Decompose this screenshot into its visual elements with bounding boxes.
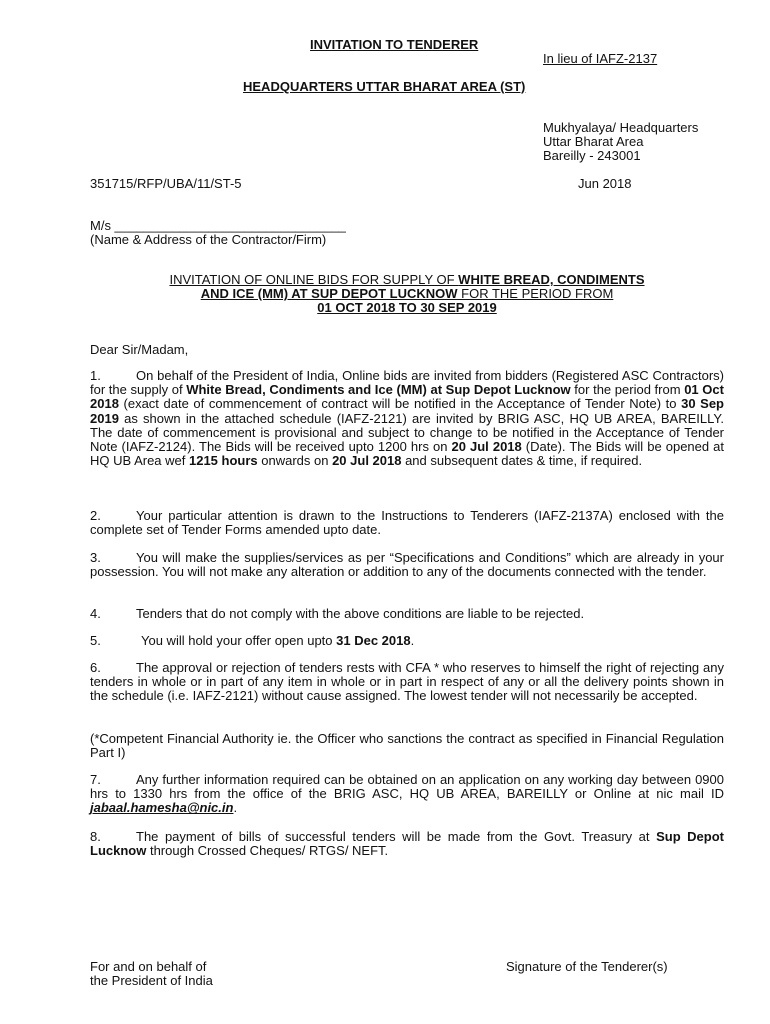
p1-text: On behalf of the President of India, Online bids are invited from bidders (Registered ASC Contractors) for the supply of <box>90 368 724 398</box>
subject-item-bold: WHITE BREAD, CONDIMENTS <box>458 272 645 287</box>
paragraph-number: 7. <box>90 772 101 787</box>
p1-text: onwards on <box>257 453 333 469</box>
salutation: Dear Sir/Madam, <box>90 342 189 357</box>
paragraph-number: 6. <box>90 660 101 675</box>
contractor-name-note: (Name & Address of the Contractor/Firm) <box>90 232 327 247</box>
subject-depot-bold: AND ICE (MM) AT SUP DEPOT LUCKNOW <box>200 286 458 301</box>
p1-bold: 20 Jul 2018 <box>451 439 522 455</box>
paragraph-2 <box>90 509 724 537</box>
subject-period: 01 OCT 2018 TO 30 SEP 2019 <box>317 300 497 315</box>
p1-bold: 01 Oct 2018 <box>90 382 724 412</box>
paragraph-5 <box>90 634 724 648</box>
p1-bold: 20 Jul 2018 <box>332 453 402 469</box>
paragraph-6 <box>90 661 724 704</box>
p1-text: as shown in the attached schedule (IAFZ-2121) are invited by BRIG ASC, HQ UB AREA, BAREILLY. The date of commencement is provisional and subject to change to be notified in the Acceptance of Tender Note (IAFZ-2124). The Bids will be received upto 1200 hrs on <box>90 410 724 455</box>
p8-bold: Sup Depot Lucknow <box>90 829 724 859</box>
p4-text: Tenders that do not comply with the above conditions are liable to be rejected. <box>136 606 585 621</box>
document-date: Jun 2018 <box>578 176 632 191</box>
paragraph-1 <box>90 369 724 468</box>
paragraph-number: 1. <box>90 368 101 383</box>
paragraph-7 <box>90 773 724 816</box>
document-title: INVITATION TO TENDERER <box>310 37 479 52</box>
tenderer-signature-label: Signature of the Tenderer(s) <box>506 959 668 974</box>
p1-text: and subsequent dates & time, if required. <box>401 453 643 469</box>
address-line-2: Uttar Bharat Area <box>543 134 644 149</box>
cfa-note: (*Competent Financial Authority ie. the Officer who sanctions the contract as specified in Financial Regulation Part I) <box>90 731 724 761</box>
address-line-3: Bareilly - 243001 <box>543 148 641 163</box>
footer-behalf-line-2: the President of India <box>90 973 213 988</box>
p1-bold: 30 Sep 2019 <box>90 396 724 426</box>
p1-bold: 1215 hours <box>188 453 258 469</box>
subject-period-text: FOR THE PERIOD FROM <box>457 286 614 301</box>
paragraph-3 <box>90 551 724 579</box>
paragraph-number: 2. <box>90 508 101 523</box>
p1-text: (exact date of commencement of contract will be notified in the Acceptance of Tender Note) to <box>118 396 682 412</box>
contact-email-link[interactable]: jabaal.hamesha@nic.in <box>90 800 234 816</box>
subject-text: INVITATION OF ONLINE BIDS FOR SUPPLY OF <box>169 272 459 287</box>
p6-text: The approval or rejection of tenders rests with CFA * who reserves to himself the right of rejecting any tenders in whole or in part of any item in whole or in part in respect of any or all the delivery points shown in the schedule (i.e. IAFZ-2121) without cause assigned. The lowest tender will not necessarily be accepted. <box>90 660 724 704</box>
headquarters-heading: HEADQUARTERS UTTAR BHARAT AREA (ST) <box>243 79 526 94</box>
reference-number: 351715/RFP/UBA/11/ST-5 <box>90 176 242 191</box>
p1-bold: White Bread, Condiments and Ice (MM) at Sup Depot Lucknow <box>186 382 571 398</box>
paragraph-number: 3. <box>90 550 101 565</box>
p2-text: Your particular attention is drawn to the Instructions to Tenderers (IAFZ-2137A) enclosed with the complete set of Tender Forms amended upto date. <box>90 508 724 538</box>
in-lieu-note: In lieu of IAFZ-2137 <box>543 51 658 66</box>
p7-text: . <box>233 800 238 816</box>
paragraph-8 <box>90 830 724 858</box>
paragraph-number: 8. <box>90 829 101 844</box>
p1-text: (Date). The Bids will be opened at HQ UB Area wef <box>90 439 725 469</box>
paragraph-number: 4. <box>90 606 101 621</box>
contractor-name-line: M/s ________________________________ <box>90 218 346 233</box>
paragraph-4 <box>90 607 724 621</box>
address-line-1: Mukhyalaya/ Headquarters <box>543 120 699 135</box>
p8-text: through Crossed Cheques/ RTGS/ NEFT. <box>146 843 389 859</box>
p5-text: You will hold your offer open upto <box>141 633 337 648</box>
p5-text: . <box>410 633 415 648</box>
p5-bold: 31 Dec 2018 <box>336 633 411 648</box>
paragraph-number: 5. <box>90 633 101 648</box>
p8-text: The payment of bills of successful tenders will be made from the Govt. Treasury at <box>136 829 657 844</box>
p1-text: for the period from <box>570 382 685 398</box>
footer-behalf-line-1: For and on behalf of <box>90 959 207 974</box>
p7-text: Any further information required can be obtained on an application on any working day between 0900 hrs to 1330 hrs from the office of the BRIG ASC, HQ UB AREA, BAREILLY or Online at nic mail ID <box>90 772 724 802</box>
p3-text: You will make the supplies/services as per “Specifications and Conditions” which are already in your possession. You will not make any alteration or addition to any of the documents connected with the tender. <box>90 550 724 580</box>
